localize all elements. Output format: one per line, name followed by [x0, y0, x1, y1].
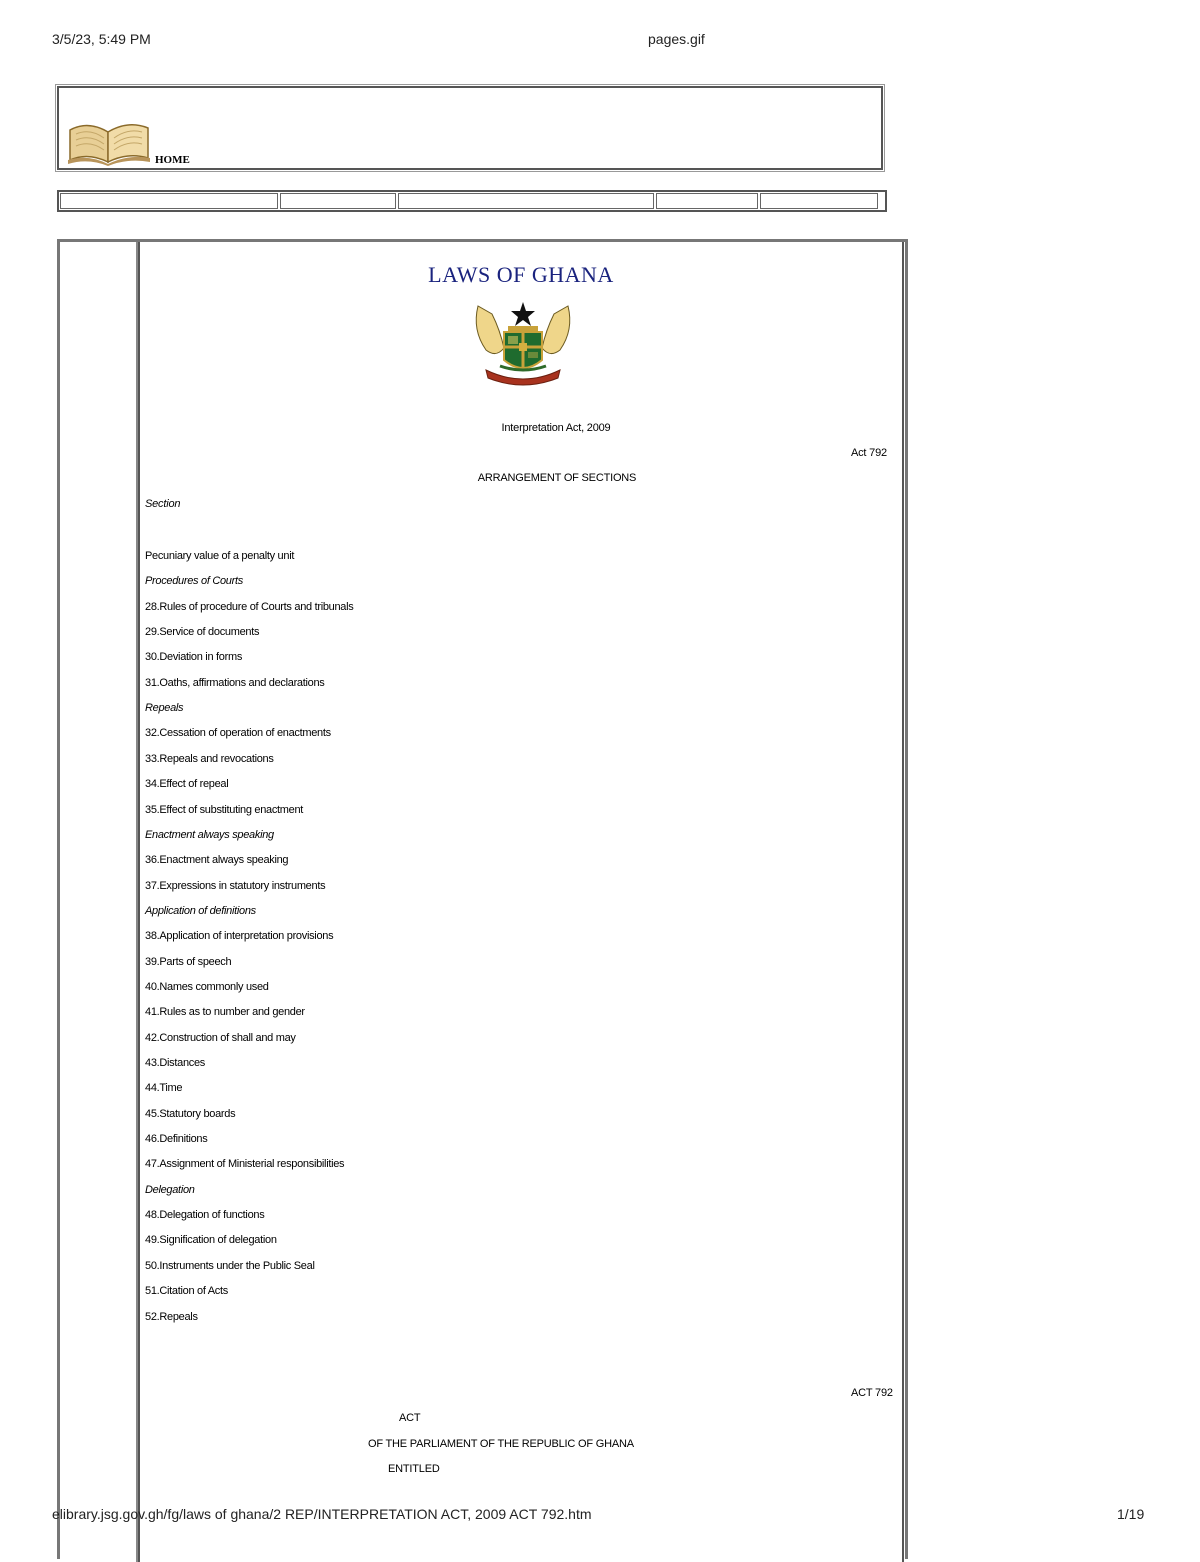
toc-link[interactable]: 52.Repeals	[145, 1310, 198, 1323]
toc-heading: Application of definitions	[145, 904, 256, 917]
toc-link[interactable]: 43.Distances	[145, 1057, 205, 1069]
content-frame	[57, 239, 908, 1559]
print-page-title: pages.gif	[648, 31, 705, 47]
arrangement-heading: ARRANGEMENT OF SECTIONS	[477, 472, 637, 484]
toc-link[interactable]: 29.Service of documents	[145, 626, 260, 639]
toc-link[interactable]: 36.Enactment always speaking	[145, 854, 289, 867]
toc-link[interactable]: 44.Time	[145, 1082, 183, 1095]
act-number-upper: ACT 792	[851, 1387, 893, 1399]
toc-link[interactable]: 33.Repeals and revocations	[145, 752, 274, 765]
toc-link[interactable]: 37.Expressions in statutory instruments	[145, 879, 326, 892]
toc-link[interactable]: 46.Definitions	[145, 1133, 208, 1146]
toc-link[interactable]: 35.Effect of substituting enactment	[145, 803, 304, 816]
nav-cell-3[interactable]	[398, 193, 654, 209]
toc-link[interactable]: 32.Cessation of operation of enactments	[145, 727, 331, 740]
print-datetime: 3/5/23, 5:49 PM	[52, 31, 151, 47]
toc-link[interactable]: 28.Rules of procedure of Courts and tribunals	[145, 600, 354, 613]
parliament-line: OF THE PARLIAMENT OF THE REPUBLIC OF GHANA	[368, 1438, 634, 1450]
section-label: Section	[145, 498, 181, 510]
nav-cell-5[interactable]	[760, 193, 878, 209]
toc-link[interactable]: 51.Citation of Acts	[145, 1285, 228, 1298]
toc-link[interactable]: Pecuniary value of a penalty unit	[145, 550, 295, 562]
toc-link[interactable]: 31.Oaths, affirmations and declarations	[145, 676, 325, 689]
entitled-line: ENTITLED	[388, 1463, 440, 1475]
laws-title: LAWS OF GHANA	[428, 262, 614, 287]
toc-link[interactable]: 34.Effect of repeal	[145, 778, 229, 791]
toc-link[interactable]: 49.Signification of delegation	[145, 1234, 277, 1247]
toc-link[interactable]: 48.Delegation of functions	[145, 1209, 265, 1222]
book-icon[interactable]	[66, 116, 152, 171]
column-divider	[138, 242, 140, 1562]
right-border	[902, 242, 904, 1562]
toc-link[interactable]: 47.Assignment of Ministerial responsibilities	[145, 1158, 345, 1171]
toc-link[interactable]: 40.Names commonly used	[145, 980, 269, 993]
toc-heading: Repeals	[145, 702, 184, 715]
nav-bar	[57, 190, 887, 212]
toc-heading: Delegation	[145, 1183, 195, 1196]
toc-link[interactable]: 38.Application of interpretation provisions	[145, 930, 334, 943]
toc-link[interactable]: 39.Parts of speech	[145, 955, 232, 968]
toc-link[interactable]: 50.Instruments under the Public Seal	[145, 1259, 315, 1272]
left-column	[60, 242, 138, 1562]
nav-cell-4[interactable]	[656, 193, 758, 209]
coat-of-arms-icon	[470, 300, 576, 393]
toc-link[interactable]: 41.Rules as to number and gender	[145, 1006, 305, 1019]
act-number: Act 792	[851, 447, 887, 459]
print-page-number: 1/19	[1117, 1506, 1145, 1522]
toc-link[interactable]: 45.Statutory boards	[145, 1107, 236, 1120]
act-word: ACT	[399, 1412, 421, 1424]
print-url: elibrary.jsg.gov.gh/fg/laws of ghana/2 REP/INTERPRETATION ACT, 2009 ACT 792.htm	[52, 1506, 592, 1522]
toc-heading: Enactment always speaking	[145, 828, 274, 841]
nav-cell-2[interactable]	[280, 193, 396, 209]
nav-cell-1[interactable]	[60, 193, 278, 209]
toc-link[interactable]: 42.Construction of shall and may	[145, 1031, 296, 1044]
toc-link[interactable]: 30.Deviation in forms	[145, 651, 243, 664]
home-link[interactable]: HOME	[155, 154, 190, 166]
toc-heading: Procedures of Courts	[145, 575, 243, 588]
act-name: Interpretation Act, 2009	[501, 422, 611, 434]
